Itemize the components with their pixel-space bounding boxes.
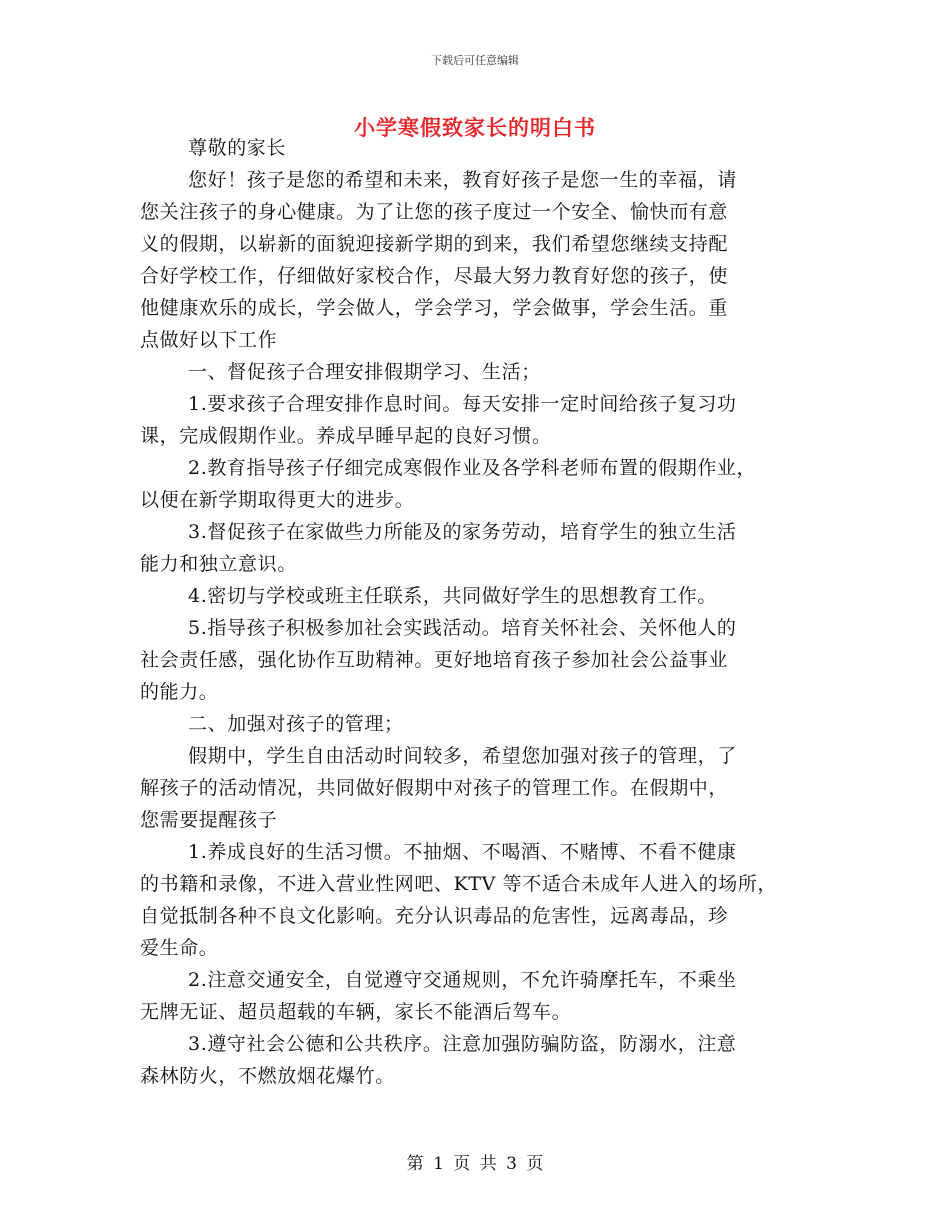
body-line: 4.密切与学校或班主任联系，共同做好学生的思想教育工作。: [188, 585, 717, 607]
body-line: 3.督促孩子在家做些力所能及的家务劳动，培育学生的独立生活: [188, 521, 737, 543]
body-line: 5.指导孩子积极参加社会实践活动。培育关怀社会、关怀他人的: [188, 617, 737, 639]
body-line: 的能力。: [140, 681, 219, 703]
document-body: [140, 132, 830, 1092]
body-line: 点做好以下工作: [140, 329, 278, 351]
body-line: 课，完成假期作业。养成早睡早起的良好习惯。: [140, 425, 552, 447]
document-title: 小学寒假致家长的明白书: [354, 115, 596, 140]
body-line: 爱生命。: [140, 937, 219, 959]
body-line: 假期中，学生自由活动时间较多，希望您加强对孩子的管理，了: [188, 745, 737, 767]
body-line: 二、加强对孩子的管理；: [188, 713, 404, 735]
body-line: 义的假期，以崭新的面貌迎接新学期的到来，我们希望您继续支持配: [140, 233, 729, 255]
body-line: 解孩子的活动情况，共同做好假期中对孩子的管理工作。在假期中，: [140, 777, 729, 799]
body-line: 2.教育指导孩子仔细完成寒假作业及各学科老师布置的假期作业，: [188, 457, 757, 479]
body-line: 无牌无证、超员超载的车辆，家长不能酒后驾车。: [140, 1001, 572, 1023]
body-line: 3.遵守社会公德和公共秩序。注意加强防骗防盗，防溺水，注意: [188, 1033, 737, 1055]
page-footer: 第 1 页 共 3 页: [406, 1154, 544, 1174]
body-line: 1.要求孩子合理安排作息时间。每天安排一定时间给孩子复习功: [188, 393, 737, 415]
body-line: 他健康欢乐的成长，学会做人，学会学习，学会做事，学会生活。重: [140, 297, 729, 319]
body-line: 自觉抵制各种不良文化影响。充分认识毒品的危害性，远离毒品，珍: [140, 905, 729, 927]
body-line: 2.注意交通安全，自觉遵守交通规则，不允许骑摩托车，不乘坐: [188, 969, 737, 991]
body-line: 能力和独立意识。: [140, 553, 297, 575]
body-line: 您需要提醒孩子: [140, 809, 278, 831]
body-line: 您好！孩子是您的希望和未来，教育好孩子是您一生的幸福，请: [188, 169, 737, 191]
header-note: 下载后可任意编辑: [431, 54, 519, 67]
body-line: 合好学校工作，仔细做好家校合作，尽最大努力教育好您的孩子，使: [140, 265, 729, 287]
body-line: 以便在新学期取得更大的进步。: [140, 489, 415, 511]
body-line: 尊敬的家长: [188, 137, 287, 159]
body-line: 社会责任感，强化协作互助精神。更好地培育孩子参加社会公益事业: [140, 649, 729, 671]
body-line: 1.养成良好的生活习惯。不抽烟、不喝酒、不赌博、不看不健康: [188, 841, 737, 863]
body-line: 森林防火，不燃放烟花爆竹。: [140, 1065, 395, 1087]
body-line: 的书籍和录像，不进入营业性网吧、KTV 等不适合未成年人进入的场所，: [140, 873, 778, 895]
body-line: 一、督促孩子合理安排假期学习、生活；: [188, 361, 541, 383]
body-line: 您关注孩子的身心健康。为了让您的孩子度过一个安全、愉快而有意: [140, 201, 729, 223]
